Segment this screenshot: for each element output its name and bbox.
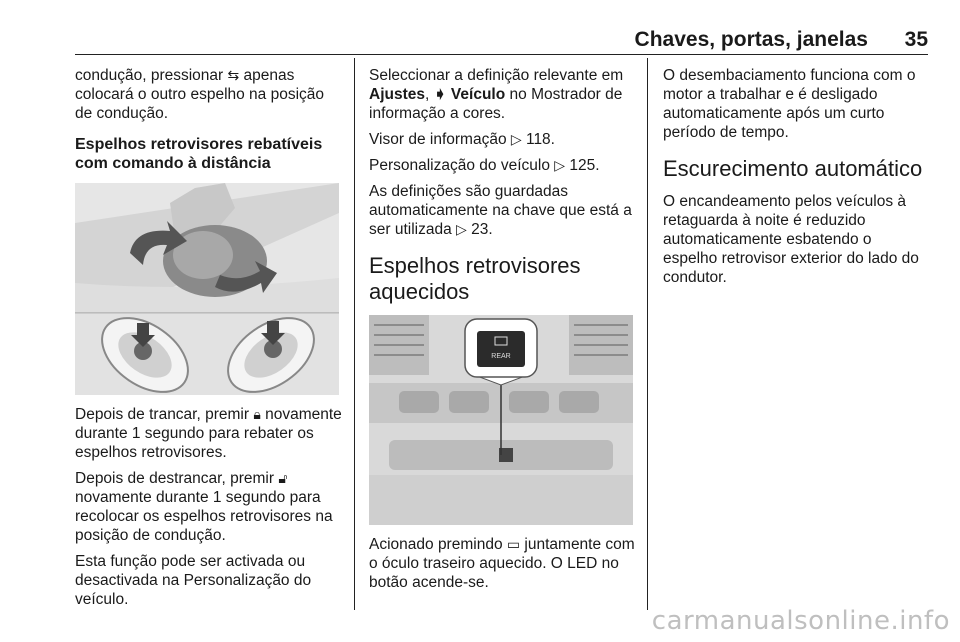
subheading: Espelhos retrovisores rebatíveis com comando à distância xyxy=(75,136,323,172)
heated-mirror-button-illustration xyxy=(369,315,633,525)
page-header xyxy=(75,24,928,55)
watermark: carmanualsonline.info xyxy=(651,606,950,636)
rear-button-label: REAR xyxy=(491,353,511,360)
chapter-title: Chaves, portas, janelas xyxy=(634,28,868,51)
unlock-icon: 🔓︎ xyxy=(278,470,288,486)
lock-icon: 🔒︎ xyxy=(253,406,261,422)
mirror-switch-icon: ⇆ xyxy=(227,67,240,83)
column-1 xyxy=(75,66,345,616)
page-reference-icon: ▷ xyxy=(510,131,522,147)
column-divider xyxy=(647,58,648,610)
paragraph: Depois de destrancar, premir 🔓︎ novamente durante 1 segundo para recolocar os espelhos retrovisores na posição de condução. xyxy=(75,470,333,544)
column-divider xyxy=(354,58,355,610)
paragraph: Visor de informação ▷ 118. xyxy=(369,131,555,148)
rear-defrost-icon: ▭ xyxy=(506,536,521,552)
column-3 xyxy=(663,66,928,294)
paragraph: O encandeamento pelos veículos à retaguarda à noite é reduzido automaticamente esbatendo o espelho retrovisor exterior do lado do condutor. xyxy=(663,193,919,286)
section-heading: Espelhos retrovisores aquecidos xyxy=(369,253,581,304)
arrow-icon: ➧ xyxy=(433,86,447,103)
paragraph: As definições são guardadas automaticamente na chave que está a ser utilizada ▷ 23. xyxy=(369,183,632,238)
paragraph: Esta função pode ser activada ou desactivada na Personalização do veículo. xyxy=(75,553,312,608)
paragraph: O desembaciamento funciona com o motor a trabalhar e é desligado automaticamente após um curto período de tempo. xyxy=(663,67,916,141)
mirror-folding-illustration xyxy=(75,183,339,395)
paragraph: Acionado premindo ▭ juntamente com o óculo traseiro aquecido. O LED no botão acende-se. xyxy=(369,536,635,591)
column-2 xyxy=(369,66,635,599)
page-reference-icon: ▷ xyxy=(456,221,467,237)
page-reference-icon: ▷ xyxy=(554,157,566,173)
menu-item-ajustes: Ajustes xyxy=(369,86,425,103)
page-number: 35 xyxy=(904,28,928,51)
paragraph: Seleccionar a definição relevante em Ajustes, ➧ Veículo no Mostrador de informação a cores. xyxy=(369,67,624,122)
paragraph: Personalização do veículo ▷ 125. xyxy=(369,157,600,174)
paragraph: Depois de trancar, premir 🔒︎ novamente durante 1 segundo para rebater os espelhos retrovisores. xyxy=(75,406,342,461)
menu-item-veiculo: Veículo xyxy=(446,86,506,103)
section-heading: Escurecimento automático xyxy=(663,156,923,181)
paragraph: condução, pressionar ⇆ apenas colocará o outro espelho na posição de condução. xyxy=(75,67,325,122)
